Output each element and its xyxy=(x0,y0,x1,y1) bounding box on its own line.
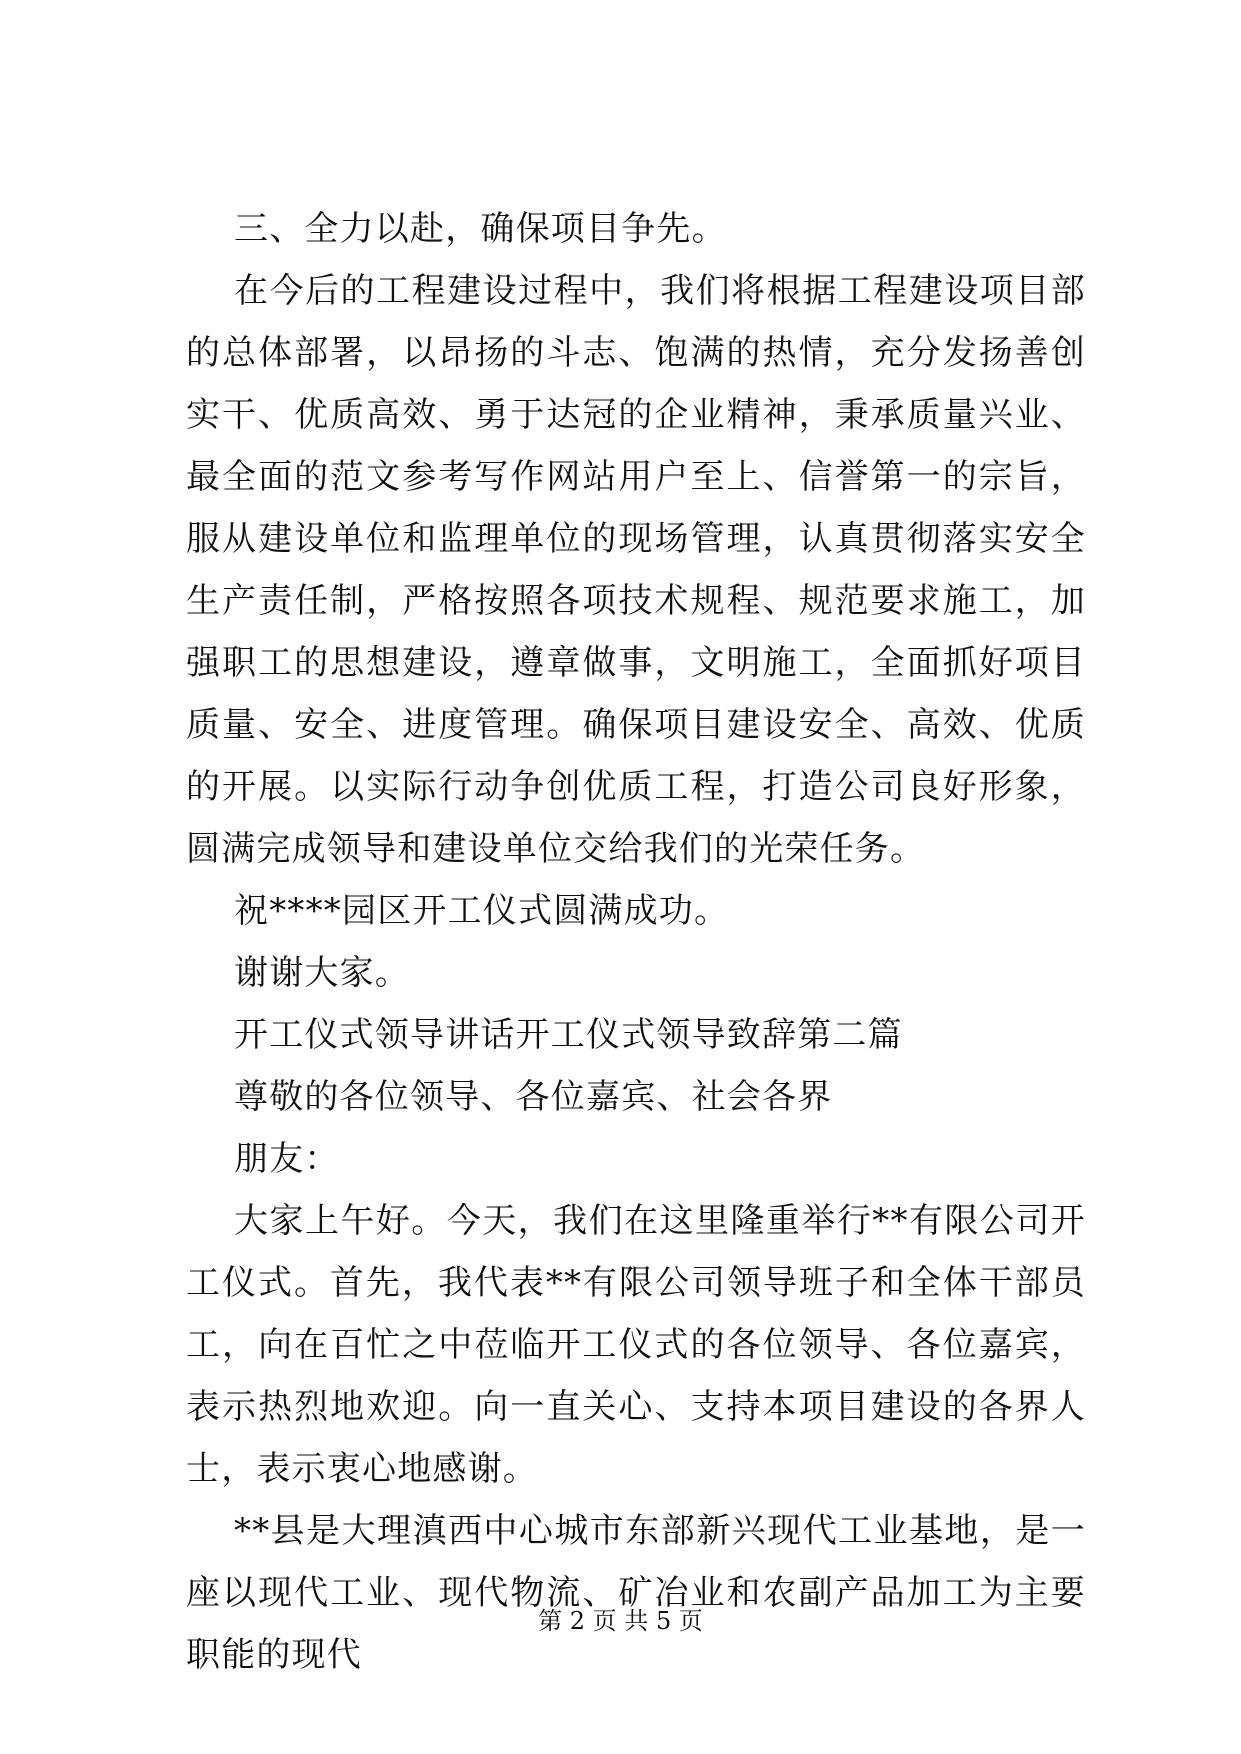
salutation-continuation: 朋友： xyxy=(234,1139,340,1179)
paragraph-thanks: 谢谢大家。 xyxy=(234,953,410,993)
paragraph-welcome: 大家上午好。今天，我们在这里隆重举行**有限公司开工仪式。首先，我代表**有限公司领导班子和全体干部员工，向在百忙之中莅临开工仪式的各位领导、各位嘉宾，表示热烈地欢迎。向一直关心、支持本项目建设的各界人士，表示衷心地感谢。 xyxy=(186,1201,1086,1489)
page-footer xyxy=(0,1606,1241,1636)
document-body xyxy=(186,198,1086,1686)
salutation-line: 尊敬的各位领导、各位嘉宾、社会各界 xyxy=(234,1077,833,1117)
paragraph-commitment: 在今后的工程建设过程中，我们将根据工程建设项目部的总体部署，以昂扬的斗志、饱满的热情，充分发扬善创实干、优质高效、勇于达冠的企业精神，秉承质量兴业、最全面的范文参考写作网站用户至上、信誉第一的宗旨，服从建设单位和监理单位的现场管理，认真贯彻落实安全生产责任制，严格按照各项技术规程、规范要求施工，加强职工的思想建设，遵章做事，文明施工，全面抓好项目质量、安全、进度管理。确保项目建设安全、高效、优质的开展。以实际行动争创优质工程，打造公司良好形象，圆满完成领导和建设单位交给我们的光荣任务。 xyxy=(186,271,1086,869)
section-title-second: 开工仪式领导讲话开工仪式领导致辞第二篇 xyxy=(234,1015,903,1055)
heading-section-three: 三、全力以赴，确保项目争先。 xyxy=(234,209,727,249)
paragraph-county-intro: **县是大理滇西中心城市东部新兴现代工业基地，是一座以现代工业、现代物流、矿冶业和农副产品加工为主要职能的现代 xyxy=(186,1511,1086,1675)
paragraph-wish: 祝****园区开工仪式圆满成功。 xyxy=(234,891,730,931)
page-number-label: 第 2 页 共 5 页 xyxy=(538,1607,703,1635)
